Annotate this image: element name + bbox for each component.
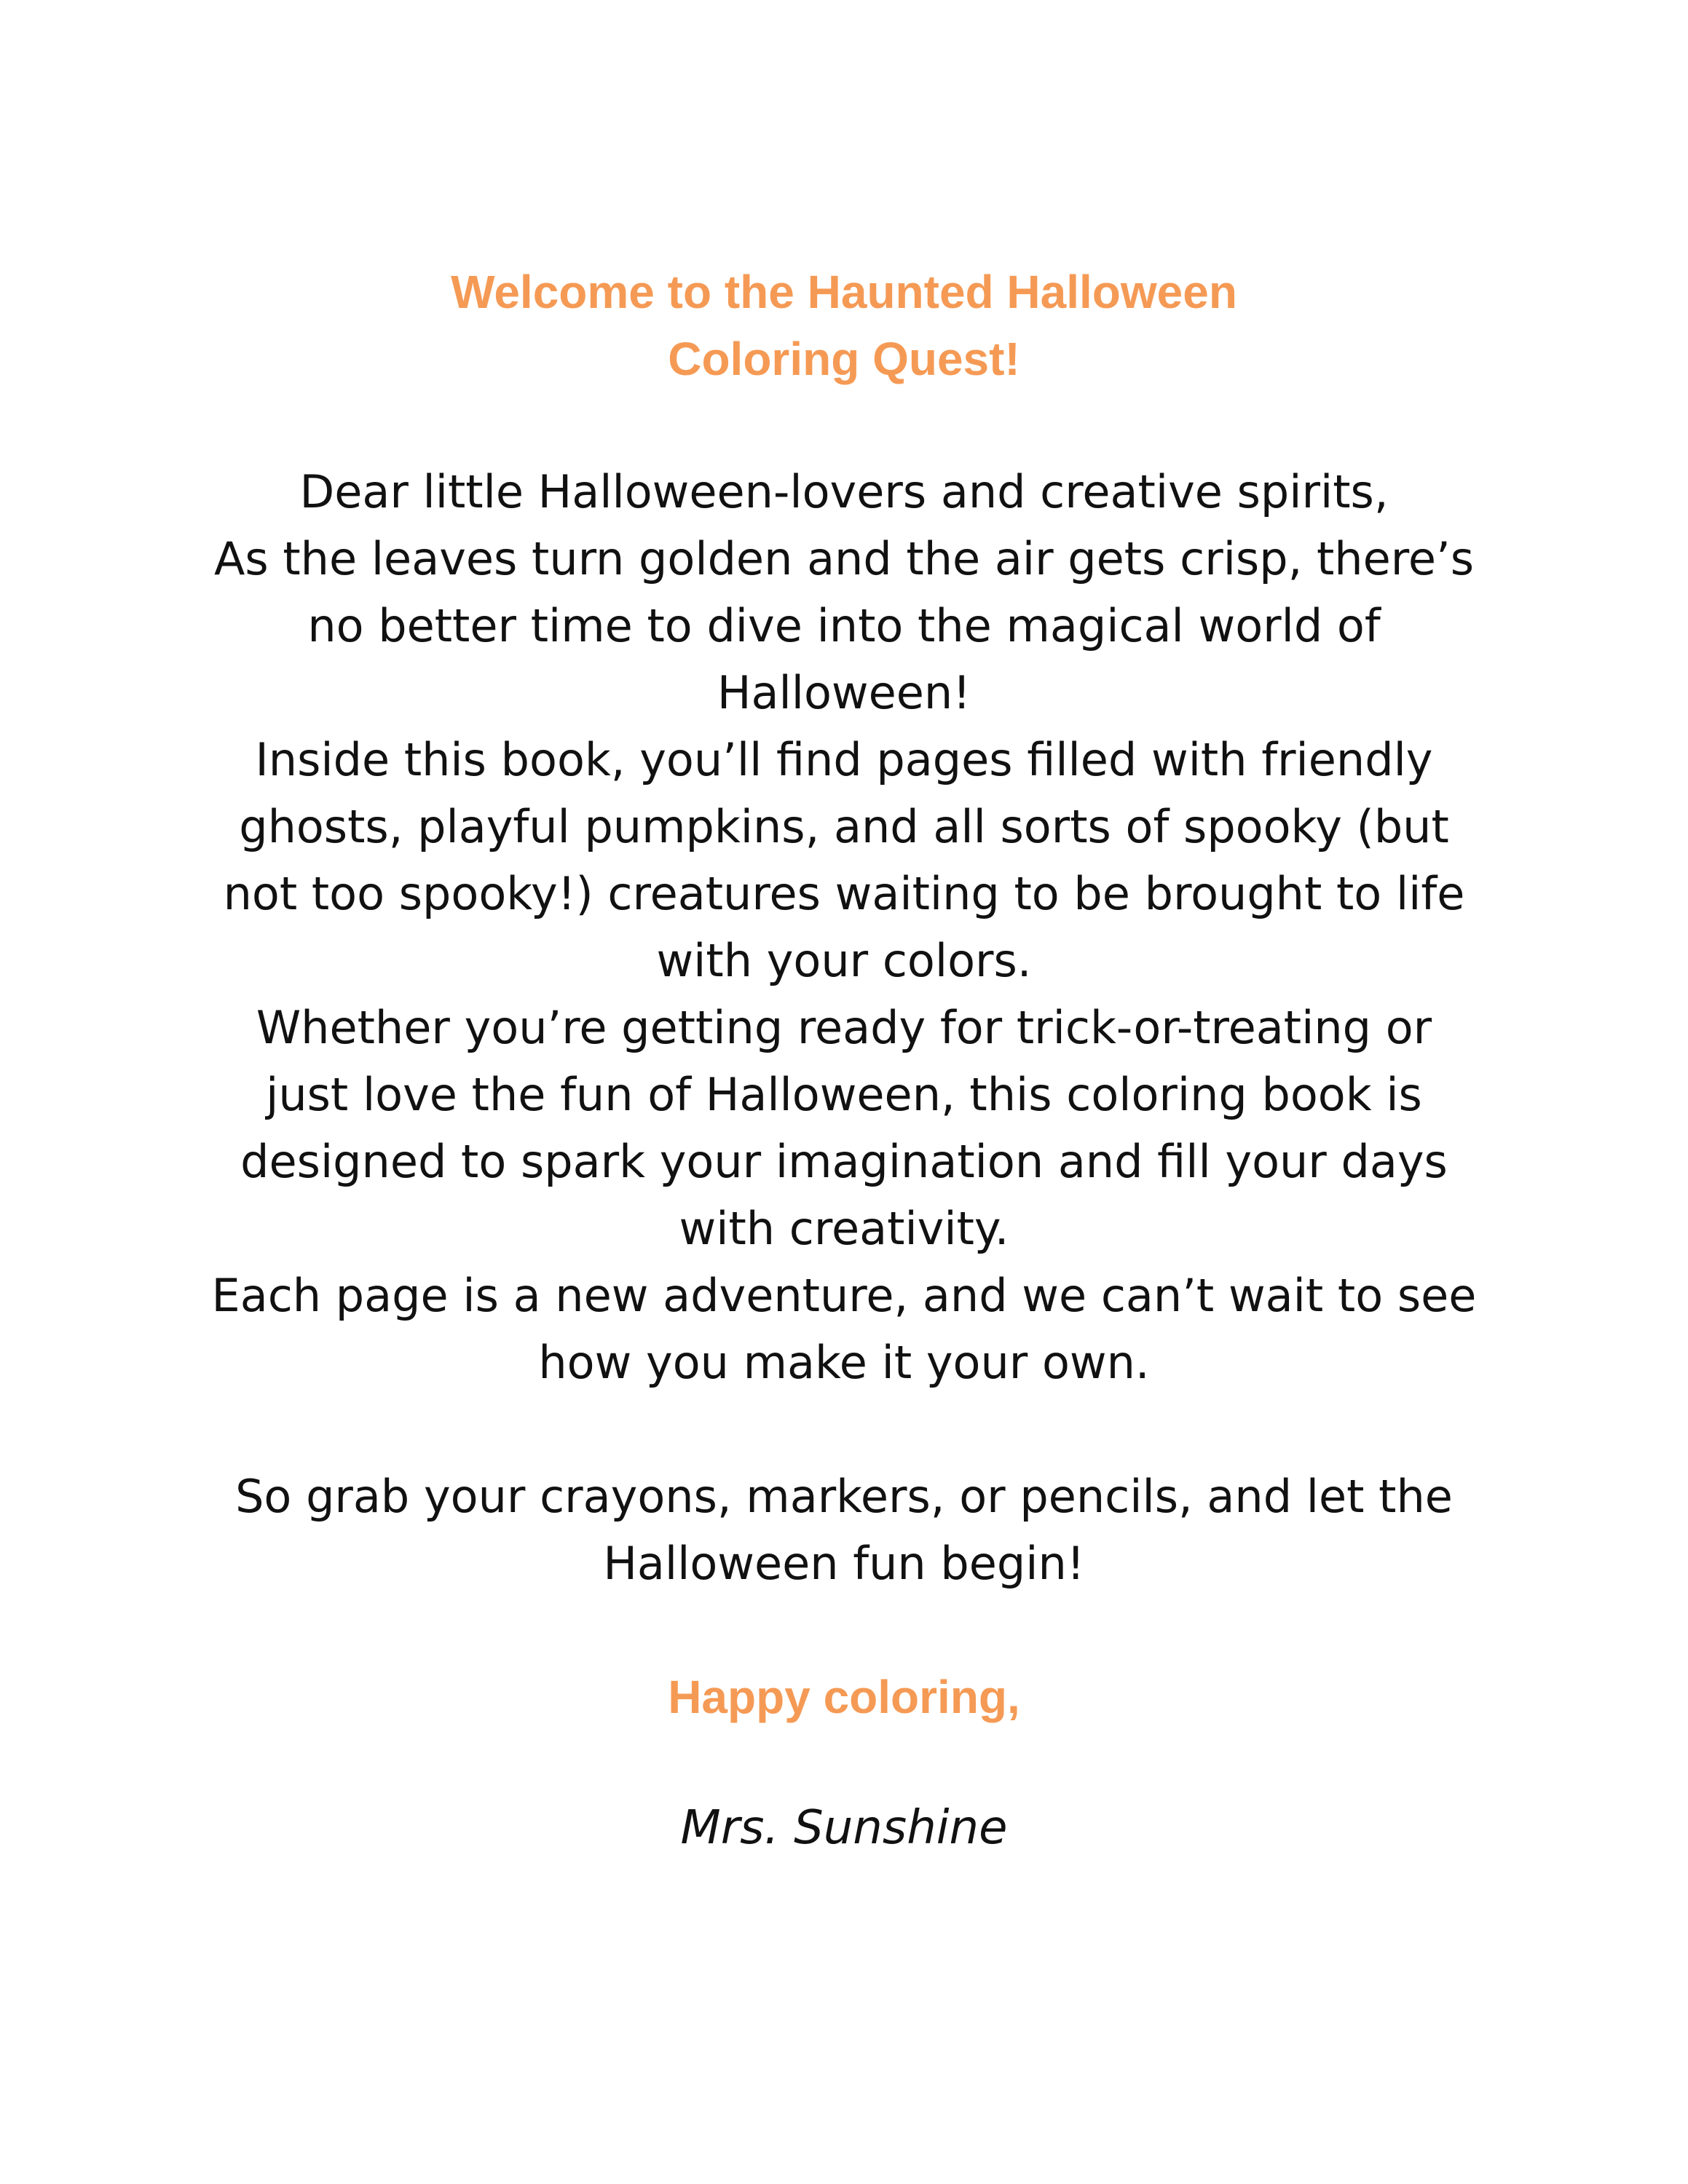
letter-closing xyxy=(146,1463,1542,1597)
letter-line: Halloween! xyxy=(717,666,971,719)
letter-body xyxy=(146,459,1542,1396)
letter-line: ghosts, playful pumpkins, and all sorts of spooky (but xyxy=(239,800,1449,853)
signoff: Happy coloring, xyxy=(668,1671,1020,1723)
letter-line: with your colors. xyxy=(656,934,1032,987)
letter-line: with creativity. xyxy=(679,1202,1009,1255)
letter-line: Each page is a new adventure, and we can’t wait to see xyxy=(211,1269,1477,1322)
signature: Mrs. Sunshine xyxy=(680,1801,1008,1855)
page-title xyxy=(0,258,1688,392)
letter-line: As the leaves turn golden and the air gets crisp, there’s xyxy=(213,532,1475,585)
closing-line: So grab your crayons, markers, or pencils, and let the xyxy=(235,1470,1453,1523)
letter-line: how you make it your own. xyxy=(538,1336,1150,1389)
closing-line: Halloween fun begin! xyxy=(603,1537,1085,1590)
letter-line: just love the fun of Halloween, this coloring book is xyxy=(266,1068,1422,1121)
letter-line: no better time to dive into the magical world of xyxy=(307,599,1381,652)
letter-line: not too spooky!) creatures waiting to be brought to life xyxy=(223,867,1465,920)
title-line-1: Welcome to the Haunted Halloween xyxy=(451,266,1237,318)
letter-line: Inside this book, you’ll find pages filled with friendly xyxy=(255,733,1433,786)
letter-line: Dear little Halloween-lovers and creative spirits, xyxy=(299,465,1389,518)
letter-line: Whether you’re getting ready for trick-or-treating or xyxy=(256,1001,1432,1054)
title-line-2: Coloring Quest! xyxy=(668,333,1020,385)
letter-line: designed to spark your imagination and fill your days xyxy=(240,1135,1448,1188)
